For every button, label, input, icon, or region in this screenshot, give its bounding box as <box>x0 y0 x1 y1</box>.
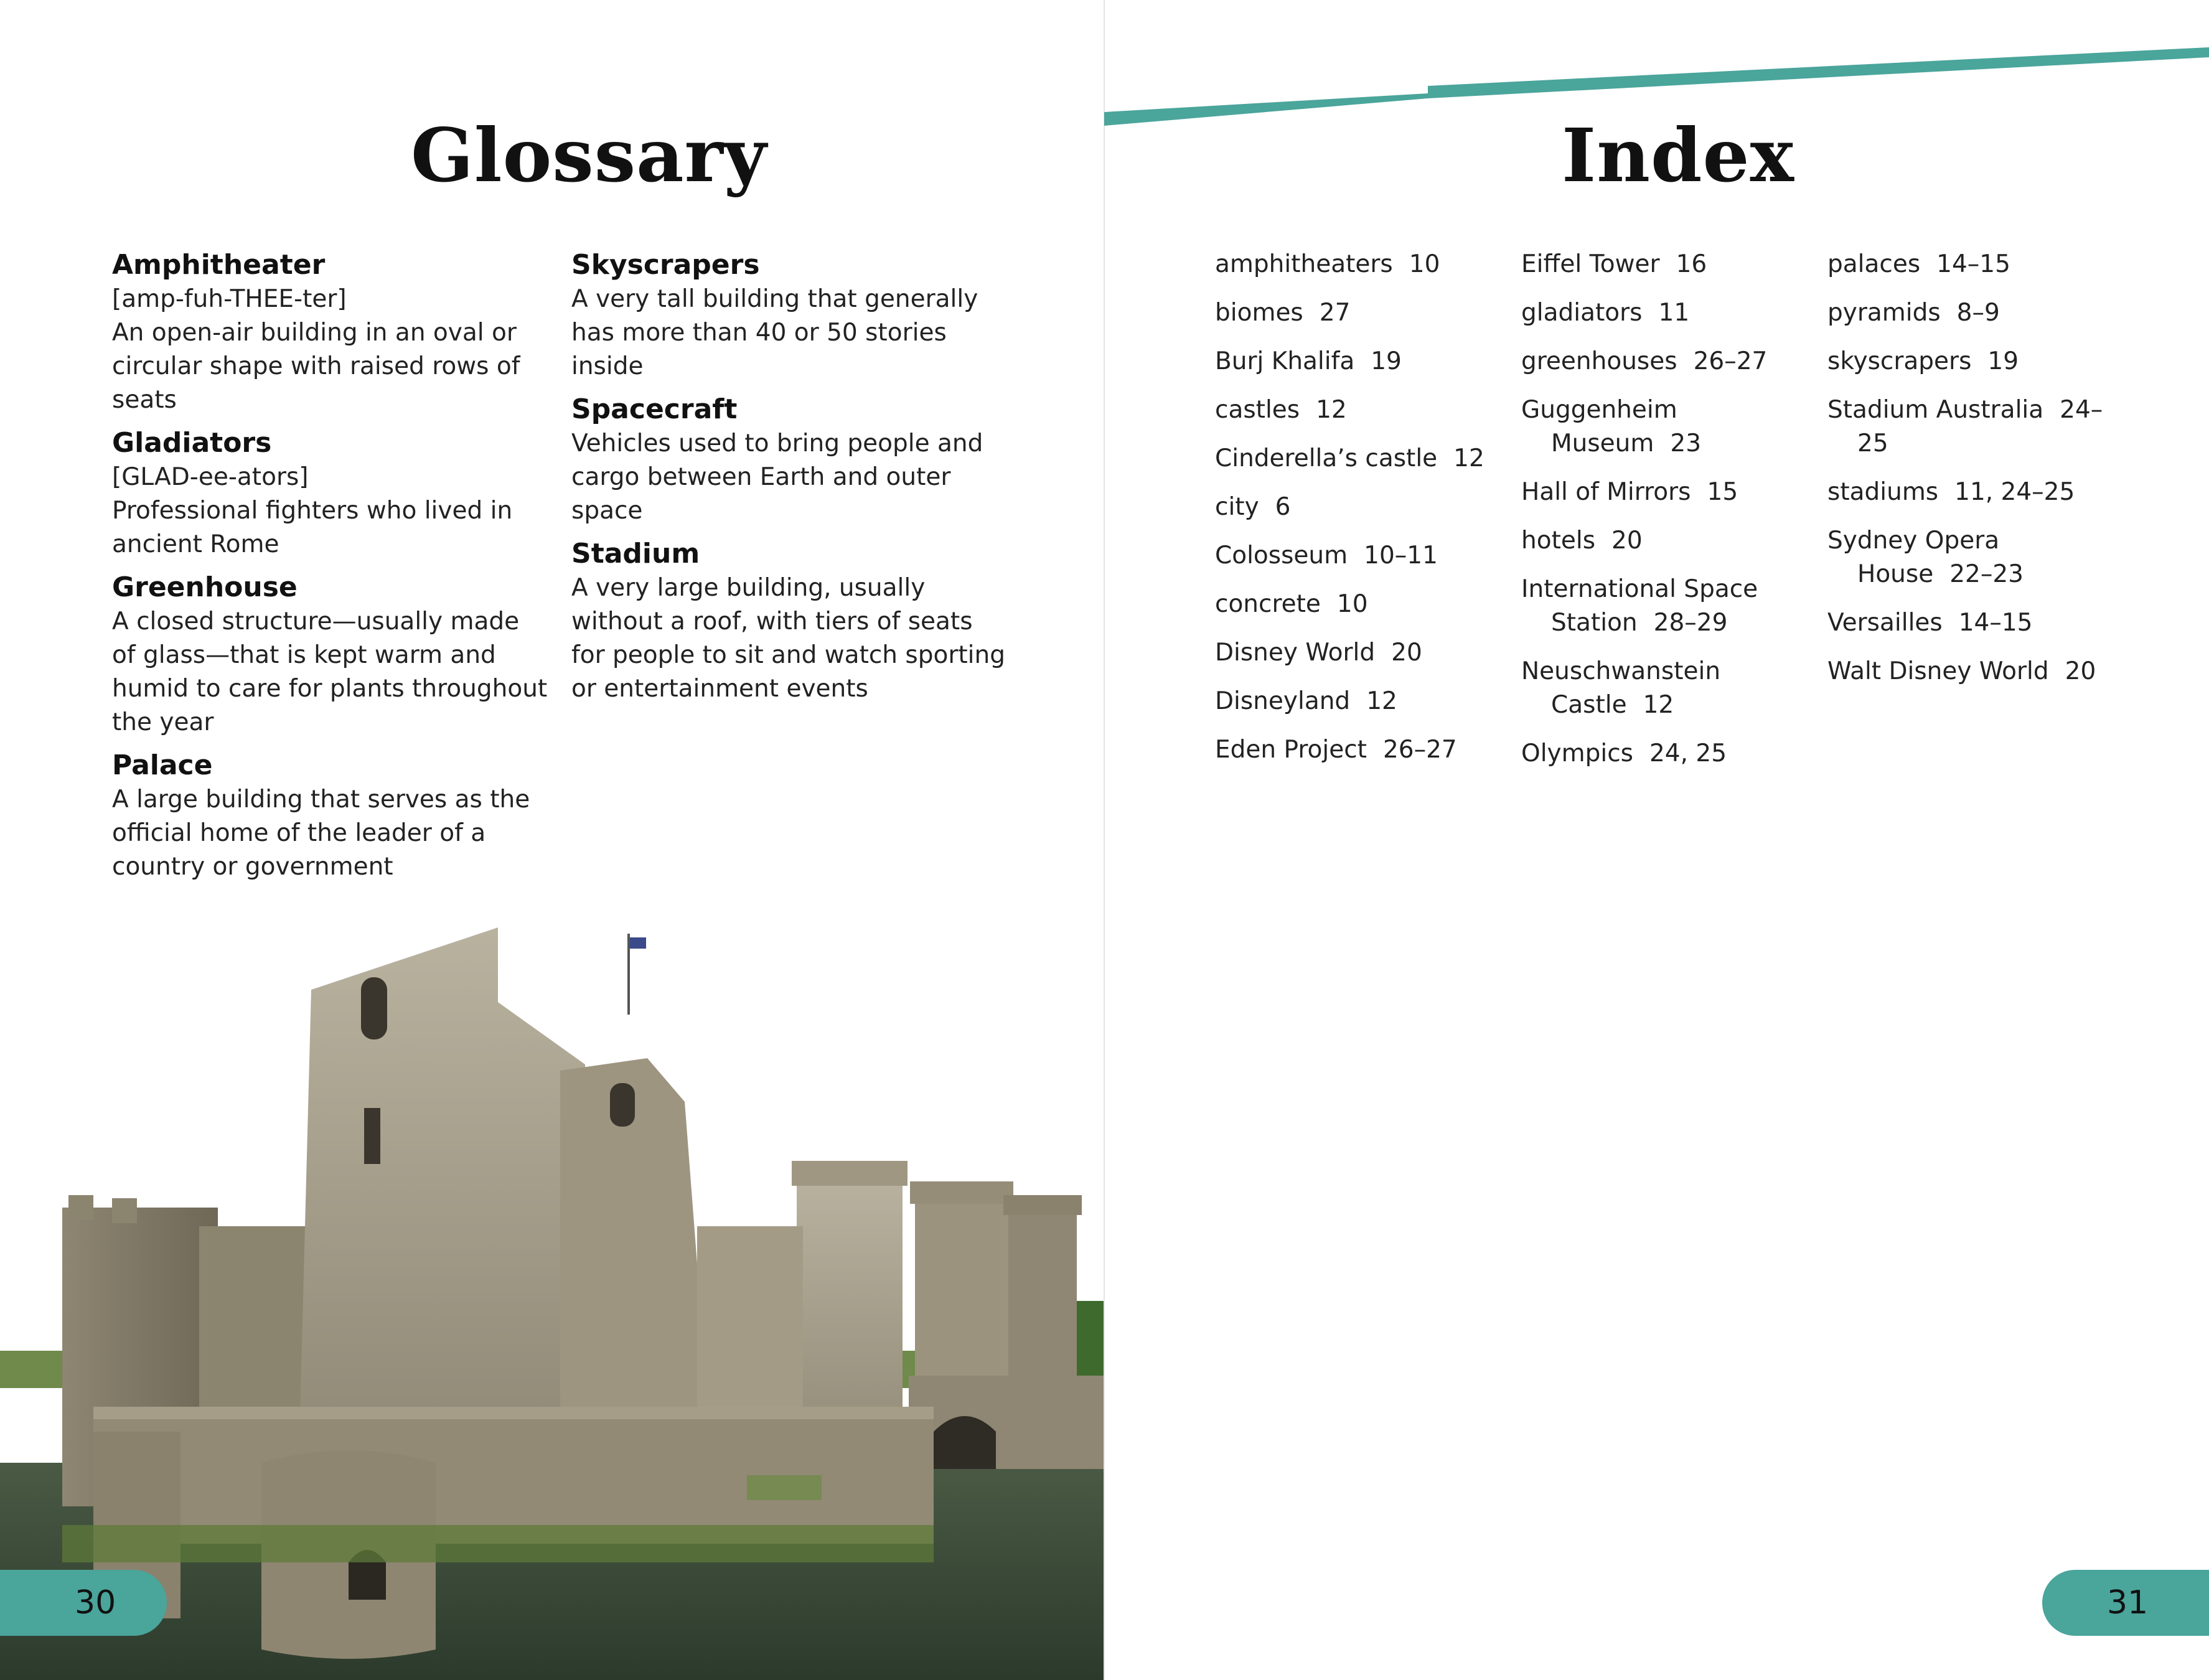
index-pages: 10 <box>1409 250 1440 278</box>
glossary-entry <box>571 392 1007 528</box>
index-term: castles <box>1215 396 1300 424</box>
glossary-term: Amphitheater <box>112 249 326 281</box>
glossary-term: Gladiators <box>112 427 272 459</box>
glossary-definition: A closed structure—usually made of glass—that is kept warm and humid to care for plants throughout the year <box>112 608 548 736</box>
index-pages: 26–27 <box>1382 736 1457 764</box>
index-column-2 <box>1521 248 1814 786</box>
index-entry <box>1215 345 1508 378</box>
index-pages: 28–29 <box>1653 609 1728 637</box>
index-term: Guggenheim Museum <box>1521 396 1677 458</box>
index-entry <box>1521 345 1814 378</box>
index-entry <box>1521 476 1814 509</box>
glossary-definition: Vehicles used to bring people and cargo between Earth and outer space <box>571 429 983 525</box>
index-pages: 15 <box>1707 478 1738 506</box>
index-pages: 8–9 <box>1956 299 2000 327</box>
index-pages: 20 <box>1391 639 1422 667</box>
right-page <box>1104 0 2209 1680</box>
index-term: Colosseum <box>1215 542 1348 570</box>
index-term: Eiffel Tower <box>1521 250 1660 278</box>
index-pages: 14–15 <box>1958 609 2033 637</box>
index-pages: 24–25 <box>1857 396 2103 458</box>
index-entry <box>1215 490 1508 524</box>
index-entry <box>1521 737 1814 771</box>
index-pages: 19 <box>1371 347 1402 375</box>
index-entry <box>1521 393 1814 461</box>
index-term: International Space Station <box>1521 575 1758 637</box>
index-term: Disney World <box>1215 639 1376 667</box>
index-entry <box>1215 588 1508 621</box>
index-pages: 20 <box>1611 527 1643 555</box>
glossary-pronunciation: [GLAD-ee-ators] <box>112 463 309 491</box>
page-number-right-text: 31 <box>2107 1584 2149 1621</box>
index-entry <box>1827 296 2120 330</box>
glossary-term: Palace <box>112 749 213 781</box>
index-pages: 19 <box>1987 347 2019 375</box>
page-number-right <box>2042 1570 2209 1636</box>
index-term: hotels <box>1521 527 1596 555</box>
index-pages: 23 <box>1670 429 1702 458</box>
index-entry <box>1215 685 1508 718</box>
glossary-definition: A large building that serves as the official home of the leader of a country or government <box>112 786 530 881</box>
glossary-entry <box>112 248 548 417</box>
glossary-title: Glossary <box>411 112 767 199</box>
index-entry <box>1521 248 1814 281</box>
page-number-left-text: 30 <box>75 1584 116 1621</box>
index-entry <box>1521 524 1814 558</box>
index-pages: 11, 24–25 <box>1954 478 2075 506</box>
glossary-column-1 <box>112 248 548 893</box>
index-pages: 12 <box>1316 396 1347 424</box>
index-pages: 10–11 <box>1364 542 1438 570</box>
index-entry <box>1521 573 1814 640</box>
glossary-definition: Professional fighters who lived in ancient Rome <box>112 497 513 558</box>
glossary-term: Spacecraft <box>571 393 738 425</box>
index-entry <box>1521 655 1814 722</box>
index-entry <box>1827 524 2120 591</box>
index-term: Stadium Australia <box>1827 396 2044 424</box>
index-pages: 24, 25 <box>1649 739 1727 767</box>
left-page <box>0 0 1104 1680</box>
index-entry <box>1215 539 1508 573</box>
index-pages: 22–23 <box>1949 560 2024 588</box>
index-entry <box>1827 345 2120 378</box>
index-pages: 12 <box>1643 691 1674 719</box>
index-term: skyscrapers <box>1827 347 1972 375</box>
index-term: greenhouses <box>1521 347 1677 375</box>
index-term: Cinderella’s castle <box>1215 444 1438 472</box>
index-pages: 14–15 <box>1936 250 2010 278</box>
index-term: Olympics <box>1521 739 1633 767</box>
index-term: stadiums <box>1827 478 1939 506</box>
glossary-definition: A very tall building that generally has more than 40 or 50 stories inside <box>571 285 978 380</box>
index-pages: 10 <box>1336 590 1368 618</box>
glossary-entry <box>571 537 1007 706</box>
index-term: Neuschwanstein Castle <box>1521 657 1721 719</box>
index-entry <box>1521 296 1814 330</box>
glossary-definition: A very large building, usually without a roof, with tiers of seats for people to sit and watch sporting or entertainment events <box>571 574 1005 703</box>
index-column-3 <box>1827 248 2120 703</box>
index-title: Index <box>1562 112 1794 199</box>
index-term: palaces <box>1827 250 1921 278</box>
glossary-definition: An open-air building in an oval or circular shape with raised rows of seats <box>112 319 520 414</box>
glossary-term: Stadium <box>571 538 700 570</box>
index-term: Disneyland <box>1215 687 1351 715</box>
glossary-column-2 <box>571 248 1007 715</box>
page-number-left <box>0 1570 167 1636</box>
index-term: Versailles <box>1827 609 1943 637</box>
glossary-term: Greenhouse <box>112 571 298 603</box>
index-entry <box>1215 393 1508 427</box>
index-term: Hall of Mirrors <box>1521 478 1691 506</box>
index-pages: 16 <box>1676 250 1707 278</box>
index-term: gladiators <box>1521 299 1643 327</box>
index-entry <box>1215 296 1508 330</box>
index-entry <box>1215 248 1508 281</box>
index-pages: 27 <box>1319 299 1351 327</box>
index-entry <box>1215 733 1508 767</box>
index-pages: 12 <box>1366 687 1397 715</box>
glossary-entry <box>571 248 1007 383</box>
index-term: biomes <box>1215 299 1303 327</box>
index-term: Sydney Opera House <box>1827 527 2000 588</box>
index-entry <box>1827 655 2120 688</box>
index-term: amphitheaters <box>1215 250 1393 278</box>
index-pages: 26–27 <box>1693 347 1768 375</box>
index-pages: 12 <box>1453 444 1484 472</box>
index-pages: 6 <box>1275 493 1291 521</box>
index-entry <box>1827 393 2120 461</box>
castle-photo <box>0 915 1104 1680</box>
glossary-entry <box>112 426 548 561</box>
index-term: city <box>1215 493 1259 521</box>
index-term: Eden Project <box>1215 736 1367 764</box>
glossary-entry <box>112 748 548 884</box>
index-entry <box>1827 606 2120 640</box>
index-entry <box>1215 636 1508 670</box>
index-term: concrete <box>1215 590 1321 618</box>
glossary-pronunciation: [amp-fuh-THEE-ter] <box>112 285 347 313</box>
index-entry <box>1827 248 2120 281</box>
index-term: pyramids <box>1827 299 1941 327</box>
glossary-term: Skyscrapers <box>571 249 760 281</box>
index-entry <box>1215 442 1508 476</box>
index-column-1 <box>1215 248 1508 782</box>
index-pages: 20 <box>2065 657 2096 685</box>
index-pages: 11 <box>1658 299 1690 327</box>
index-entry <box>1827 476 2120 509</box>
glossary-entry <box>112 570 548 739</box>
index-term: Burj Khalifa <box>1215 347 1355 375</box>
index-term: Walt Disney World <box>1827 657 2049 685</box>
